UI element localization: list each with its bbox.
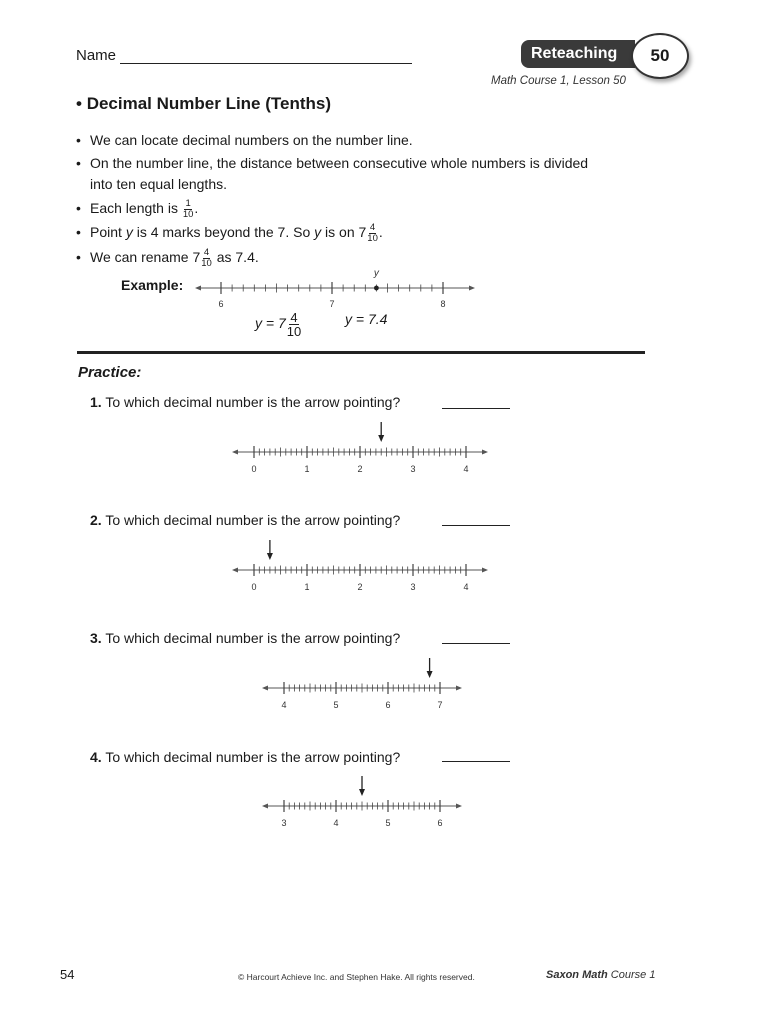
- tick-label: 0: [251, 582, 257, 592]
- axis-arrowhead-left: [232, 450, 238, 455]
- tick-label: 5: [385, 818, 391, 828]
- course-lesson-line: Math Course 1, Lesson 50: [491, 75, 626, 87]
- section-title: [76, 94, 331, 114]
- bullet-3: [76, 198, 198, 220]
- fraction-denominator: 10: [286, 324, 302, 339]
- bullet-text: is 4 marks beyond the 7. So: [136, 224, 311, 240]
- question-4: [90, 749, 400, 765]
- tick-label: 1: [304, 464, 310, 474]
- axis-arrowhead-right: [456, 686, 462, 691]
- bullet-text-continued: into ten equal lengths.: [90, 176, 227, 192]
- bullet-2: [76, 153, 588, 195]
- pointer-arrow-head: [427, 671, 433, 678]
- tick-label: 3: [281, 818, 287, 828]
- bullet-text: Point: [90, 224, 122, 240]
- bullet-dot: •: [76, 224, 81, 240]
- section-divider: [77, 351, 645, 354]
- equation-decimal: y = 7.4: [345, 311, 388, 327]
- example-number-line: [195, 264, 475, 312]
- fraction-numerator: 4: [203, 246, 210, 258]
- tick-label: 0: [251, 464, 257, 474]
- axis-arrowhead-right: [469, 286, 475, 291]
- answer-blank-3[interactable]: [442, 643, 510, 644]
- example-label: Example:: [121, 277, 184, 293]
- bullet-text: is on 7: [325, 224, 367, 240]
- fraction-denominator: 10: [367, 232, 378, 244]
- question-text: To which decimal number is the arrow pointing?: [105, 512, 401, 528]
- variable-y: y: [125, 224, 133, 240]
- answer-blank-2[interactable]: [442, 525, 510, 526]
- question-text: To which decimal number is the arrow pointing?: [105, 394, 401, 410]
- axis-arrowhead-left: [262, 686, 268, 691]
- fraction-numerator: 4: [369, 221, 376, 233]
- tick-label: 7: [329, 299, 335, 309]
- number-line-2: [232, 536, 488, 596]
- question-3: [90, 630, 400, 646]
- variable-y: y: [314, 224, 322, 240]
- series-name: Saxon Math: [546, 969, 608, 981]
- tick-label: 3: [410, 464, 416, 474]
- tick-label: 2: [357, 582, 363, 592]
- pointer-arrow-head: [267, 553, 273, 560]
- name-field[interactable]: [120, 63, 412, 64]
- axis-arrowhead-left: [262, 804, 268, 809]
- tick-label: 3: [410, 582, 416, 592]
- fraction: [287, 311, 301, 338]
- bullet-text: We can rename 7: [90, 249, 201, 265]
- title-text: Decimal Number Line (Tenths): [86, 94, 332, 113]
- answer-blank-1[interactable]: [442, 408, 510, 409]
- series-title: [546, 969, 655, 981]
- lesson-number-badge: 50: [631, 33, 689, 79]
- tick-label: 6: [218, 299, 224, 309]
- question-number: 1.: [90, 394, 102, 410]
- equation-left: y = 7: [255, 315, 286, 332]
- answer-blank-4[interactable]: [442, 761, 510, 762]
- fraction-numerator: 4: [290, 310, 298, 325]
- axis-arrowhead-right: [482, 450, 488, 455]
- bullet-text: On the number line, the distance between consecutive whole numbers is divided: [90, 155, 589, 171]
- question-text: To which decimal number is the arrow pointing?: [105, 749, 401, 765]
- page-number: 54: [60, 967, 75, 982]
- tick-label: 4: [281, 700, 287, 710]
- tick-label: 4: [463, 464, 469, 474]
- equation-fraction: [255, 311, 302, 338]
- fraction: [183, 199, 194, 220]
- pointer-arrow-head: [359, 789, 365, 796]
- fraction: [367, 223, 378, 244]
- bullet-dot: •: [76, 200, 81, 216]
- number-line-4: [262, 772, 462, 832]
- tick-label: 7: [437, 700, 443, 710]
- tick-label: 6: [437, 818, 443, 828]
- tick-label: 5: [333, 700, 339, 710]
- axis-arrowhead-right: [456, 804, 462, 809]
- bullet-dot: •: [76, 155, 81, 171]
- bullet-4: [76, 222, 383, 244]
- bullet-text: We can locate decimal numbers on the number line.: [90, 132, 413, 148]
- tick-label: 8: [440, 299, 446, 309]
- practice-heading: Practice:: [78, 364, 142, 381]
- question-text: To which decimal number is the arrow pointing?: [105, 630, 401, 646]
- series-course: Course 1: [610, 969, 656, 981]
- bullet-dot: •: [76, 132, 81, 148]
- tick-label: 4: [463, 582, 469, 592]
- point-y-label: y: [373, 268, 379, 279]
- pointer-arrow-head: [378, 435, 384, 442]
- bullet-text: Each length is: [90, 200, 178, 216]
- title-bullet: •: [76, 94, 82, 113]
- period: .: [194, 200, 199, 216]
- question-2: [90, 512, 400, 528]
- axis-arrowhead-left: [232, 568, 238, 573]
- fraction-numerator: 1: [185, 197, 191, 209]
- question-number: 3.: [90, 630, 102, 646]
- period: .: [378, 224, 383, 240]
- question-number: 4.: [90, 749, 102, 765]
- axis-arrowhead-left: [195, 286, 201, 291]
- tick-label: 6: [385, 700, 391, 710]
- fraction-denominator: 10: [201, 257, 212, 269]
- tick-label: 4: [333, 818, 339, 828]
- number-line-3: [262, 654, 462, 714]
- question-1: [90, 394, 400, 410]
- bullet-text: as 7.4.: [216, 249, 259, 265]
- bullet-dot: •: [76, 249, 81, 265]
- reteaching-badge: Reteaching: [521, 40, 635, 68]
- axis-arrowhead-right: [482, 568, 488, 573]
- copyright-notice: © Harcourt Achieve Inc. and Stephen Hake. All rights reserved.: [238, 972, 475, 982]
- tick-label: 1: [304, 582, 310, 592]
- fraction-denominator: 10: [182, 208, 194, 220]
- number-line-1: [232, 418, 488, 478]
- question-number: 2.: [90, 512, 102, 528]
- name-label: Name: [76, 47, 117, 64]
- bullet-1: [76, 130, 413, 151]
- tick-label: 2: [357, 464, 363, 474]
- point-y-dot: [374, 286, 379, 291]
